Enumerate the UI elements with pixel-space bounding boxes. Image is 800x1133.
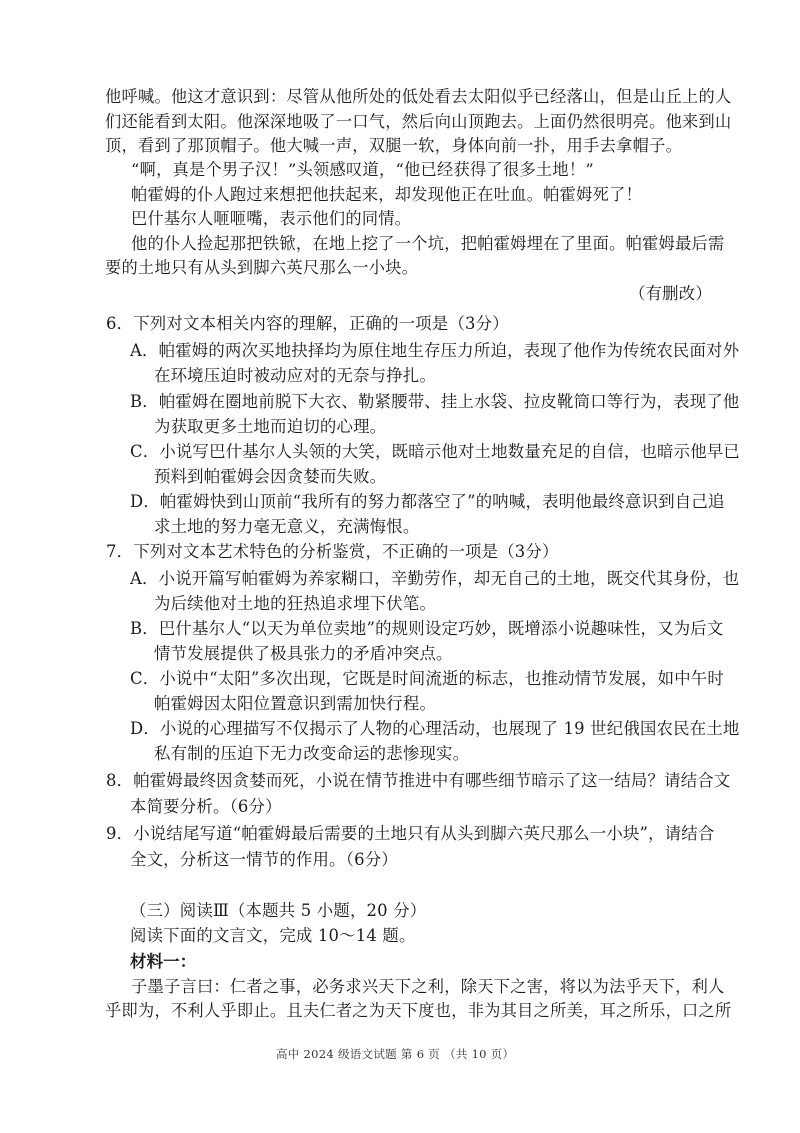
- q7-option-a-line-1: A．小说开篇写帕霍姆为养家糊口，辛勤劳作，却无自己的土地，既交代其身份，也: [130, 569, 740, 588]
- source-note: （有删改）: [629, 284, 712, 303]
- q6-option-b-line-2: 为获取更多土地而迫切的心理。: [154, 417, 387, 436]
- passage-line-7: 他的仆人捡起那把铁锨，在地上挖了一个坑，把帕霍姆埋在了里面。帕霍姆最后需: [131, 234, 725, 253]
- question-9-line-1: 9．小说结尾写道“帕霍姆最后需要的土地只有从头到脚六英尺那么一小块”，请结合: [106, 824, 715, 843]
- passage-line-1: 他呼喊。他这才意识到：尽管从他所处的低处看去太阳似乎已经落山，但是山丘上的人: [105, 87, 732, 106]
- q6-option-d-line-2: 求土地的努力毫无意义，充满悔恨。: [154, 517, 420, 536]
- question-7-stem: 7．下列对文本艺术特色的分析鉴赏，不正确的一项是（3分）: [106, 542, 559, 561]
- passage-line-6: 巴什基尔人咂咂嘴，表示他们的同情。: [131, 209, 412, 228]
- q7-option-d-line-2: 私有制的压迫下无力改变命运的悲惨现实。: [154, 744, 470, 763]
- q6-option-b-line-1: B．帕霍姆在圈地前脱下大衣、勒紧腰带、挂上水袋、拉皮靴筒口等行为，表现了他: [130, 392, 740, 411]
- q6-option-c-line-1: C．小说写巴什基尔人头领的大笑，既暗示他对土地数量充足的自信，也暗示他早已: [130, 442, 741, 461]
- q7-option-c-line-2: 帕霍姆因太阳位置意识到需加快行程。: [154, 694, 437, 713]
- section-3-instruction: 阅读下面的文言文，完成 10～14 题。: [130, 926, 416, 945]
- q7-option-c-line-1: C．小说中“太阳”多次出现，它既是时间流逝的标志，也推动情节发展，如中午时: [130, 669, 724, 688]
- material-one-label: 材料一：: [130, 952, 197, 971]
- passage-line-3: 顶，看到了那顶帽子。他大喊一声，双腿一软，身体向前一扑，用手去拿帽子。: [105, 136, 683, 155]
- q6-option-a-line-1: A．帕霍姆的两次买地抉择均为原住地生存压力所迫，表现了他作为传统农民面对外: [130, 341, 740, 360]
- question-8-line-2: 本简要分析。（6分）: [130, 797, 282, 816]
- section-3-heading: （三）阅读Ⅲ（本题共 5 小题，20 分）: [130, 901, 427, 920]
- passage-line-5: 帕霍姆的仆人跑过来想把他扶起来，却发现他正在吐血。帕霍姆死了！: [131, 185, 643, 204]
- question-6-stem: 6．下列对文本相关内容的理解，正确的一项是（3分）: [106, 314, 509, 333]
- page-footer: 高中 2024 级语文试题 第 6 页 （共 10 页）: [276, 1047, 515, 1061]
- question-8-line-1: 8．帕霍姆最终因贪婪而死，小说在情节推进中有哪些细节暗示了这一结局？请结合文: [106, 771, 731, 790]
- classical-text-line-2: 乎即为，不利人乎即止。且夫仁者之为天下度也，非为其目之所美，耳之所乐，口之所: [105, 1001, 732, 1020]
- q6-option-a-line-2: 在环境压迫时被动应对的无奈与挣扎。: [154, 366, 437, 385]
- q7-option-b-line-2: 情节发展提供了极具张力的矛盾冲突点。: [154, 644, 453, 663]
- q7-option-d-line-1: D．小说的心理描写不仅揭示了人物的心理活动，也展现了 19 世纪俄国农民在土地: [130, 719, 740, 738]
- q6-option-d-line-1: D．帕霍姆快到山顶前“我所有的努力都落空了”的呐喊，表明他最终意识到自己追: [130, 492, 725, 511]
- q6-option-c-line-2: 预料到帕霍姆会因贪婪而失败。: [154, 467, 387, 486]
- classical-text-line-1: 子墨子言曰：仁者之事，必务求兴天下之利，除天下之害，将以为法乎天下，利人: [131, 977, 725, 996]
- passage-line-2: 们还能看到太阳。他深深地吸了一口气，然后向山顶跑去。上面仍然很明亮。他来到山: [105, 112, 732, 131]
- question-9-line-2: 全文，分析这一情节的作用。（6分）: [130, 850, 398, 869]
- passage-line-8: 要的土地只有从头到脚六英尺那么一小块。: [105, 258, 419, 277]
- passage-line-4: “啊，真是个男子汉！”头领感叹道，“他已经获得了很多土地！”: [131, 160, 594, 179]
- q7-option-a-line-2: 为后续他对土地的狂热追求埋下伏笔。: [154, 594, 437, 613]
- q7-option-b-line-1: B．巴什基尔人“以天为单位卖地”的规则设定巧妙，既增添小说趣味性，又为后文: [130, 619, 724, 638]
